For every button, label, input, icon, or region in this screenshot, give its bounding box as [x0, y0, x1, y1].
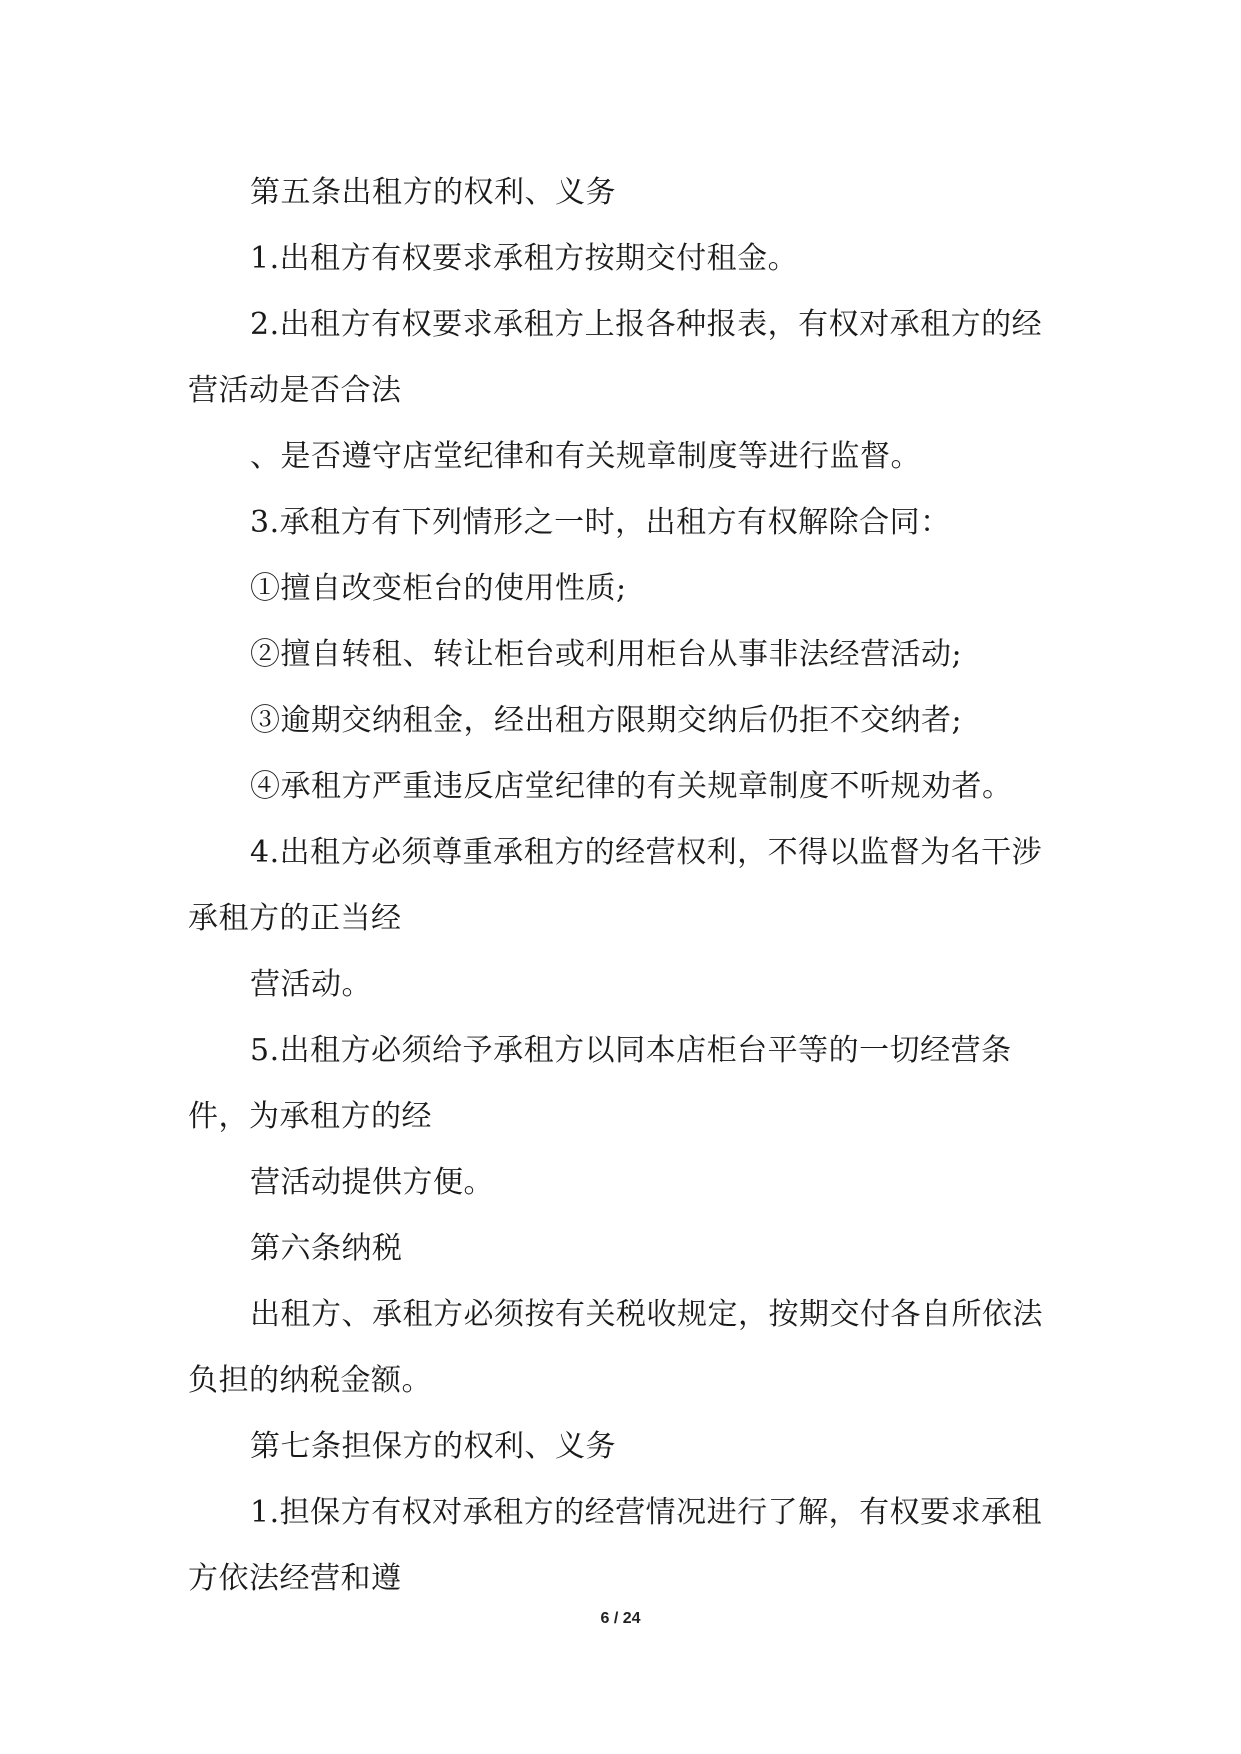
text-line: 1.担保方有权对承租方的经营情况进行了解，有权要求承租 — [250, 1495, 1043, 1530]
text-line: 营活动。 — [250, 967, 372, 1002]
text-line: 1.出租方有权要求承租方按期交付租金。 — [250, 241, 799, 276]
text-line: 件，为承租方的经 — [188, 1099, 432, 1134]
page-number: 6 / 24 — [600, 1610, 641, 1627]
text-line: ①擅自改变柜台的使用性质; — [250, 571, 627, 606]
document-body — [188, 160, 1068, 1612]
text-line: 营活动是否合法 — [188, 373, 402, 408]
text-line: 营活动提供方便。 — [250, 1165, 494, 1200]
text-line: 3.承租方有下列情形之一时，出租方有权解除合同： — [250, 505, 951, 540]
text-line: 2.出租方有权要求承租方上报各种报表，有权对承租方的经 — [250, 307, 1043, 342]
text-line: 负担的纳税金额。 — [188, 1363, 432, 1398]
text-line: 承租方的正当经 — [188, 901, 402, 936]
text-line: ②擅自转租、转让柜台或利用柜台从事非法经营活动; — [250, 637, 963, 672]
text-line: 、是否遵守店堂纪律和有关规章制度等进行监督。 — [250, 439, 921, 474]
text-line: 方依法经营和遵 — [188, 1561, 402, 1596]
text-line: 4.出租方必须尊重承租方的经营权利，不得以监督为名干涉 — [250, 835, 1043, 870]
text-line: 第七条担保方的权利、义务 — [250, 1429, 616, 1464]
text-line: 5.出租方必须给予承租方以同本店柜台平等的一切经营条 — [250, 1033, 1012, 1068]
text-line: 出租方、承租方必须按有关税收规定，按期交付各自所依法 — [250, 1297, 1043, 1332]
text-line: ③逾期交纳租金，经出租方限期交纳后仍拒不交纳者; — [250, 703, 963, 738]
text-line: 第五条出租方的权利、义务 — [250, 175, 616, 210]
text-line: 第六条纳税 — [250, 1231, 403, 1266]
text-line: ④承租方严重违反店堂纪律的有关规章制度不听规劝者。 — [250, 769, 1013, 804]
